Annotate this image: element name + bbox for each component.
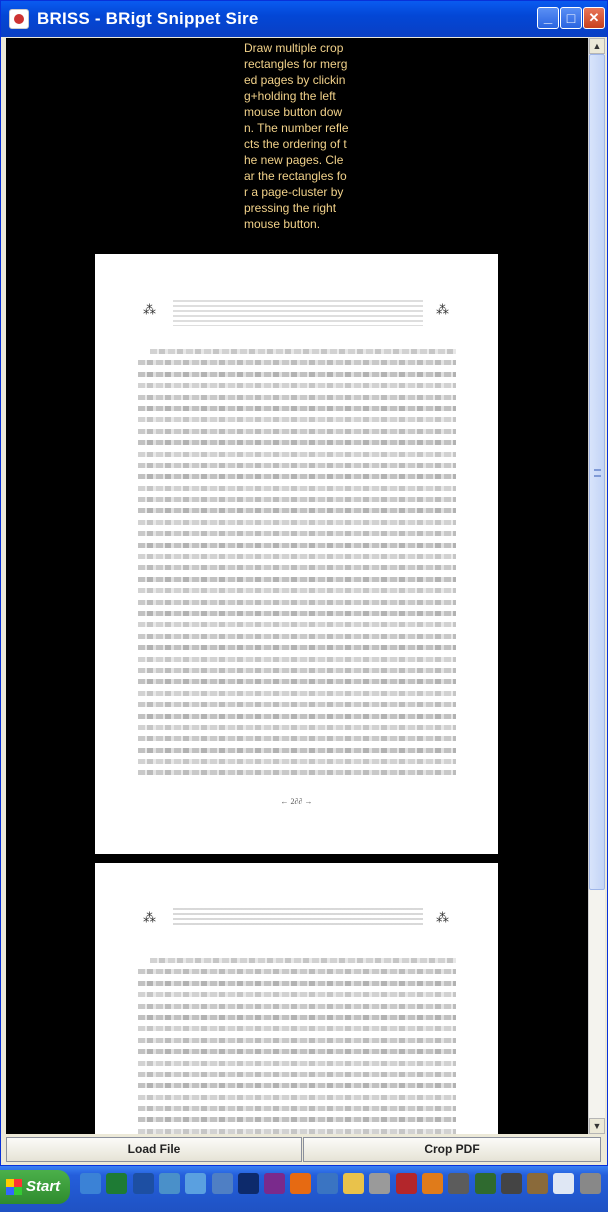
printer-icon[interactable]: [369, 1173, 390, 1194]
instructions-text: Draw multiple crop rectangles for merged pages by clicking+holding the left mouse button down. The number reflects the ordering of the new pages. Clear the rectangles for a page-cluster by pressing the right mouse button.: [244, 41, 349, 231]
overlaid-chapter-heading: [173, 908, 423, 926]
disk-icon[interactable]: [448, 1173, 469, 1194]
text-line: [138, 981, 456, 986]
text-line: [138, 474, 456, 479]
text-line: [138, 725, 456, 730]
gimp-icon[interactable]: [527, 1173, 548, 1194]
text-line: [138, 508, 456, 513]
text-line: [138, 1095, 456, 1100]
window-title: BRISS - BRigt Snippet Sire: [37, 9, 259, 28]
text-line: [138, 736, 456, 741]
text-line: [138, 702, 456, 707]
text-line: [138, 372, 456, 377]
start-button[interactable]: [0, 1170, 70, 1204]
text-line: [138, 452, 456, 457]
merged-page-2[interactable]: [95, 863, 498, 1134]
text-line: [138, 395, 456, 400]
overlaid-chapter-heading: [173, 300, 423, 326]
text-line: [138, 1106, 456, 1111]
overlaid-text-block: [138, 349, 456, 781]
text-line: [138, 969, 456, 974]
text-line: [138, 383, 456, 388]
load-file-button[interactable]: Load File: [6, 1137, 302, 1162]
text-line: [138, 1117, 456, 1122]
text-line: [138, 1083, 456, 1088]
tool-icon[interactable]: [212, 1173, 233, 1194]
text-line: [138, 440, 456, 445]
text-line: [150, 958, 456, 963]
text-line: [138, 577, 456, 582]
ie-icon[interactable]: [80, 1173, 101, 1194]
text-line: [138, 1072, 456, 1077]
text-line: [138, 497, 456, 502]
text-line: [138, 565, 456, 570]
word-icon[interactable]: [133, 1173, 154, 1194]
text-line: [138, 554, 456, 559]
taskbar: [0, 1166, 608, 1212]
scroll-down-arrow-icon[interactable]: ▼: [589, 1118, 605, 1134]
text-line: [138, 463, 456, 468]
crop-corner-mark: ⁂: [143, 910, 154, 925]
close-button[interactable]: ✕: [583, 7, 605, 29]
book-icon[interactable]: [185, 1173, 206, 1194]
page-preview-area[interactable]: [6, 38, 588, 1134]
title-bar[interactable]: [1, 1, 607, 37]
overlaid-text-block: [138, 958, 456, 1134]
text-line: [138, 417, 456, 422]
text-line: [138, 1026, 456, 1031]
text-line: [138, 1038, 456, 1043]
text-line: [138, 634, 456, 639]
maximize-button[interactable]: □: [560, 7, 582, 29]
text-line: [138, 645, 456, 650]
text-line: [138, 520, 456, 525]
globe-icon[interactable]: [580, 1173, 601, 1194]
page-number: ← 2∂∂ →: [280, 797, 313, 806]
text-line: [138, 1061, 456, 1066]
text-line: [138, 531, 456, 536]
text-line: [138, 1049, 456, 1054]
thunderbird-icon[interactable]: [317, 1173, 338, 1194]
text-line: [138, 657, 456, 662]
text-line: [138, 1129, 456, 1134]
crop-pdf-button[interactable]: Crop PDF: [303, 1137, 601, 1162]
excel-icon[interactable]: [106, 1173, 127, 1194]
editor-icon[interactable]: [159, 1173, 180, 1194]
text-line: [150, 349, 456, 354]
text-line: [138, 360, 456, 365]
text-line: [138, 770, 456, 775]
text-line: [138, 679, 456, 684]
vim-icon[interactable]: [475, 1173, 496, 1194]
text-line: [138, 668, 456, 673]
grip-icon: [594, 469, 601, 477]
text-line: [138, 759, 456, 764]
text-line: [138, 486, 456, 491]
button-bar: [6, 1135, 604, 1165]
text-line: [138, 611, 456, 616]
text-line: [138, 1015, 456, 1020]
text-line: [138, 588, 456, 593]
text-line: [138, 543, 456, 548]
minimize-button[interactable]: _: [537, 7, 559, 29]
text-line: [138, 429, 456, 434]
crop-corner-mark: ⁂: [436, 910, 447, 925]
windows-flag-icon: [6, 1179, 22, 1195]
java-app-icon: [9, 9, 29, 29]
crop-corner-mark: ⁂: [143, 302, 154, 317]
film-icon[interactable]: [396, 1173, 417, 1194]
notepad-icon[interactable]: [553, 1173, 574, 1194]
start-label: Start: [26, 1178, 61, 1195]
pdf-tool-icon[interactable]: [422, 1173, 443, 1194]
text-line: [138, 748, 456, 753]
text-line: [138, 600, 456, 605]
text-line: [138, 406, 456, 411]
merged-page-1[interactable]: [95, 254, 498, 854]
firefox-icon[interactable]: [290, 1173, 311, 1194]
scroll-up-arrow-icon[interactable]: ▲: [589, 38, 605, 54]
text-line: [138, 691, 456, 696]
crop-corner-mark: ⁂: [436, 302, 447, 317]
text-line: [138, 714, 456, 719]
folder-icon[interactable]: [343, 1173, 364, 1194]
text-line: [138, 992, 456, 997]
text-line: [138, 1004, 456, 1009]
terminal-icon[interactable]: [238, 1173, 259, 1194]
pen-icon[interactable]: [501, 1173, 522, 1194]
scroll-thumb[interactable]: [589, 54, 605, 890]
text-line: [138, 622, 456, 627]
vertical-scrollbar[interactable]: [588, 38, 605, 1134]
tex-icon[interactable]: [264, 1173, 285, 1194]
